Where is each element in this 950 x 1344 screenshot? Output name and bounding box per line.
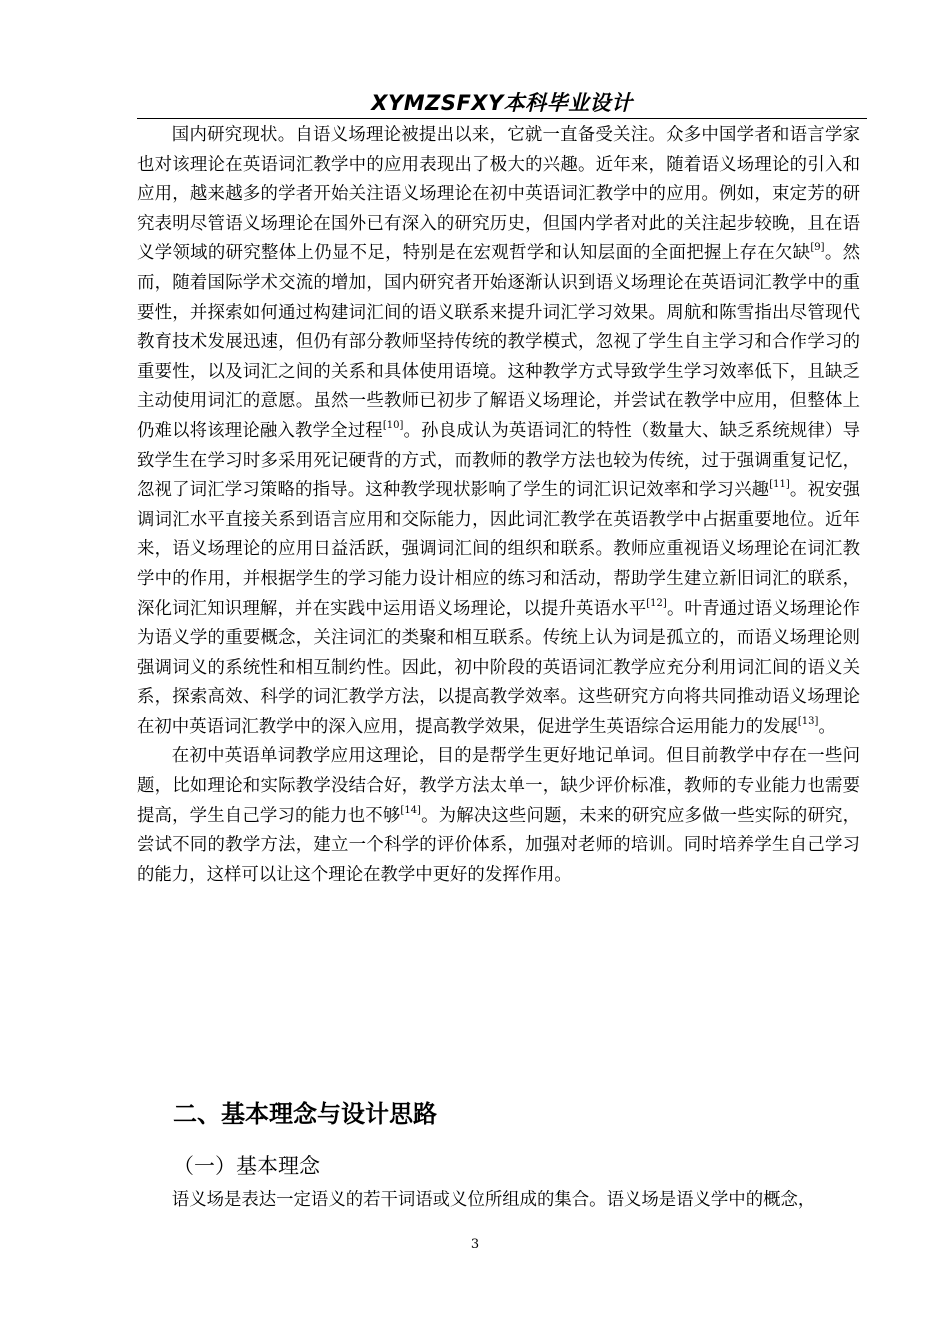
page-number: 3 [470, 1237, 480, 1252]
paragraph-text: 。祝安强调词汇水平直接关系到语言应用和交际能力，因此词汇教学在英语教学中占据重要地位。近年来，语义场理论的应用日益活跃，强调词汇间的组织和联系。教师应重视语义场理论在词汇教学中的作用，并根据学生的学习能力设计相应的练习和活动，帮助学生建立新旧词汇的联系，深化词汇知识理解，并在实践中运用语义场理论，以提升英语水平 [137, 480, 860, 619]
paragraph-text: 国内研究现状。自语义场理论被提出以来，它就一直备受关注。众多中国学者和语言学家也对该理论在英语词汇教学中的应用表现出了极大的兴趣。近年来，随着语义场理论的引入和应用，越来越多的学者开始关注语义场理论在初中英语词汇教学中的应用。例如，束定芳的研究表明尽管语义场理论在国外已有深入的研究历史，但国内学者对此的关注起步较晚，且在语义学领域的研究整体上仍显不足，特别是在宏观哲学和认知层面的全面把握上存在欠缺 [137, 125, 860, 264]
body-text [137, 121, 860, 890]
paragraph-text: 。 [818, 716, 836, 737]
subsection-heading: （一）基本理念 [173, 1154, 320, 1178]
paragraph-text: 。孙良成认为英语词汇的特性（数量大、缺乏系统规律）导致学生在学习时多采用死记硬背的方式，而教师的教学方法也较为传统，过于强调重复记忆，忽视了词汇学习策略的指导。这种教学现状影响了学生的词汇识记效率和学习兴趣 [137, 420, 860, 501]
body-paragraph [137, 742, 860, 890]
paragraph-text: 。为解决这些问题，未来的研究应多做一些实际的研究，尝试不同的教学方法，建立一个科学的评价体系，加强对老师的培训。同时培养学生自己学习的能力，这样可以让这个理论在教学中更好的发挥作用。 [137, 805, 860, 885]
body-paragraph-start: 语义场是表达一定语义的若干词语或义位所组成的集合。语义场是语义学中的概念， [171, 1190, 816, 1210]
citation-marker: [14] [400, 804, 421, 816]
citation-marker: [10] [382, 419, 404, 431]
citation-marker: [12] [646, 597, 667, 609]
paragraph-text: 在初中英语单词教学应用这理论，目的是帮学生更好地记单词。但目前教学中存在一些问题，比如理论和实际教学没结合好，教学方法太单一，缺少评价标准，教师的专业能力也需要提高，学生自己学习的能力也不够 [137, 746, 860, 826]
header-rule [137, 118, 867, 119]
citation-marker: [11] [769, 479, 790, 491]
section-heading: 二、基本理念与设计思路 [173, 1100, 437, 1128]
page-header: XYMZSFXY本科毕业设计 [371, 91, 633, 115]
paragraph-text: 。然而，随着国际学术交流的增加，国内研究者开始逐渐认识到语义场理论在英语词汇教学中的重要性，并探索如何通过构建词汇间的语义联系来提升词汇学习效果。周航和陈雪指出尽管现代教育技术发展迅速，但仍有部分教师坚持传统的教学模式，忽视了学生自主学习和合作学习的重要性，以及词汇之间的关系和具体使用语境。这种教学方式导致学生学习效率低下，且缺乏主动使用词汇的意愿。虽然一些教师已初步了解语义场理论，并尝试在教学中应用，但整体上仍难以将该理论融入教学全过程 [137, 243, 860, 441]
citation-marker: [13] [797, 715, 819, 727]
paragraph-text: 。叶青通过语义场理论作为语义学的重要概念，关注词汇的类聚和相互联系。传统上认为词是孤立的，而语义场理论则强调词义的系统性和相互制约性。因此，初中阶段的英语词汇教学应充分利用词汇间的语义关系，探索高效、科学的词汇教学方法，以提高教学效率。这些研究方向将共同推动语义场理论在初中英语词汇教学中的深入应用，提高教学效果，促进学生英语综合运用能力的发展 [137, 598, 860, 737]
body-paragraph [137, 121, 860, 742]
citation-marker: [9] [810, 242, 825, 254]
